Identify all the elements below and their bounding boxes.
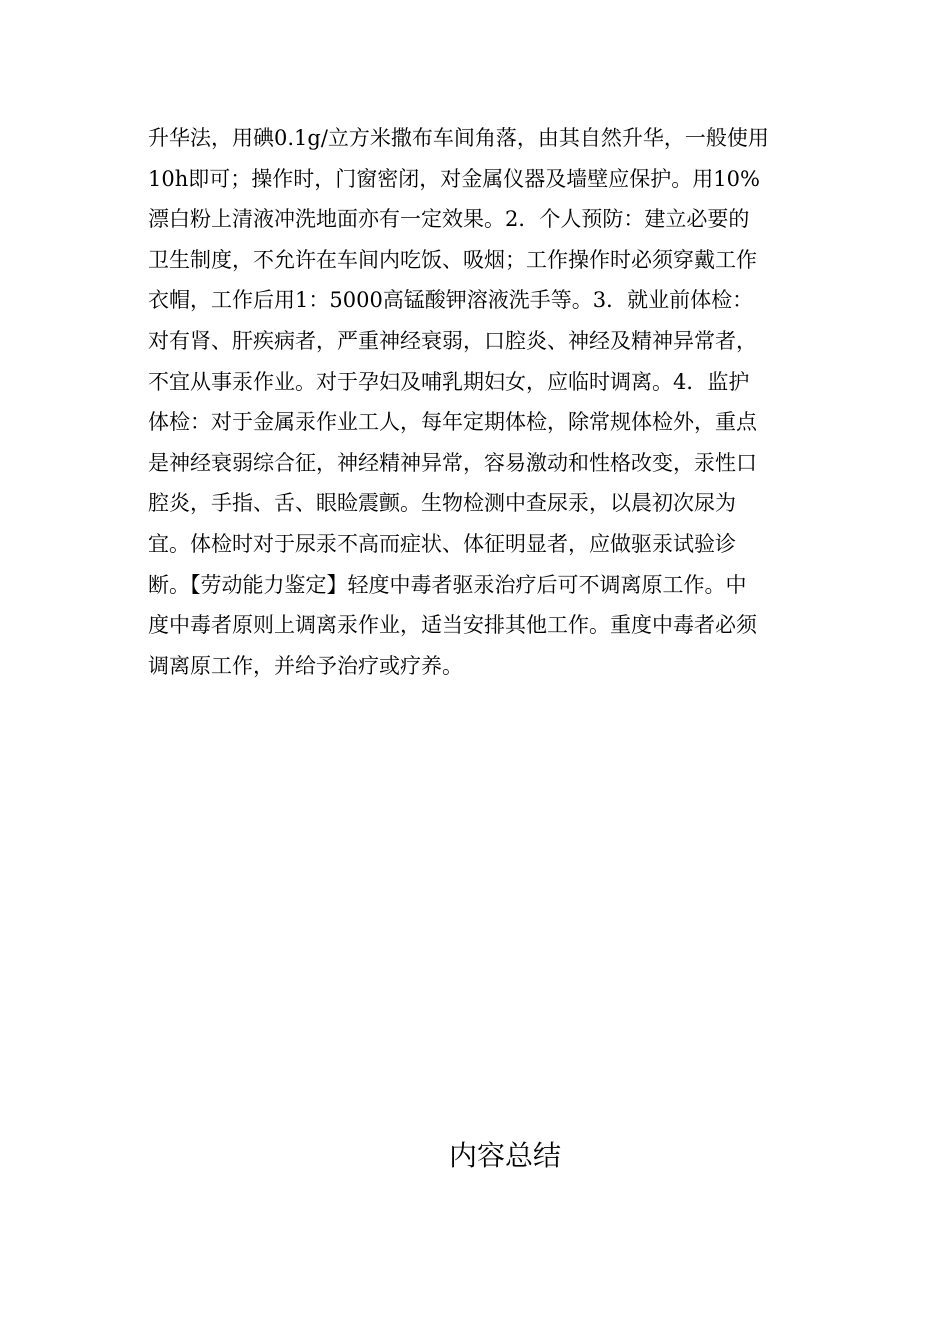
paragraph-line: 衣帽，工作后用1：5000高锰酸钾溶液洗手等。3．就业前体检： xyxy=(148,288,754,313)
paragraph-line: 调离原工作，并给予治疗或疗养。 xyxy=(148,653,463,678)
paragraph-line: 腔炎，手指、舌、眼睑震颤。生物检测中查尿汞，以晨初次尿为 xyxy=(148,491,736,516)
summary-heading: 内容总结 xyxy=(448,1139,561,1172)
paragraph-line: 卫生制度，不允许在车间内吃饭、吸烟；工作操作时必须穿戴工作 xyxy=(148,247,757,272)
paragraph-line: 10h即可；操作时，门窗密闭，对金属仪器及墙壁应保护。用10% xyxy=(148,166,760,191)
body-paragraph xyxy=(148,118,808,686)
paragraph-line: 体检：对于金属汞作业工人，每年定期体检，除常规体检外，重点 xyxy=(148,410,757,435)
paragraph-line: 是神经衰弱综合征，神经精神异常，容易激动和性格改变，汞性口 xyxy=(148,450,757,475)
paragraph-line: 度中毒者原则上调离汞作业，适当安排其他工作。重度中毒者必须 xyxy=(148,613,757,638)
paragraph-line: 不宜从事汞作业。对于孕妇及哺乳期妇女，应临时调离。4．监护 xyxy=(148,369,750,394)
paragraph-line: 对有肾、肝疾病者，严重神经衰弱，口腔炎、神经及精神异常者， xyxy=(148,328,757,353)
paragraph-line: 升华法，用碘0.1g/立方米撒布车间角落，由其自然升华，一般使用 xyxy=(148,126,769,150)
paragraph-line: 漂白粉上清液冲洗地面亦有一定效果。2．个人预防：建立必要的 xyxy=(148,207,750,232)
paragraph-line: 断。【劳动能力鉴定】轻度中毒者驱汞治疗后可不调离原工作。中 xyxy=(148,572,747,597)
paragraph-line: 宜。体检时对于尿汞不高而症状、体征明显者，应做驱汞试验诊 xyxy=(148,531,736,556)
